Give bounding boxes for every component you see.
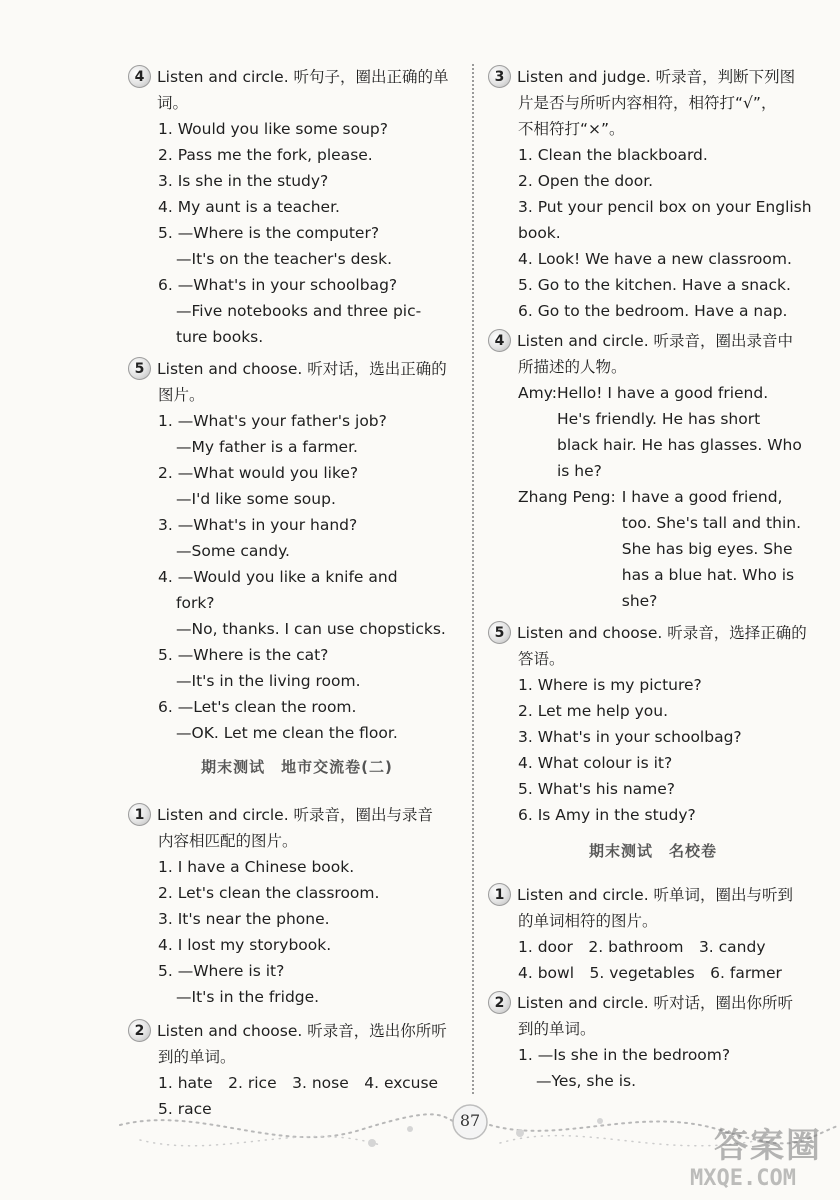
sentence: 4. My aunt is a teacher. bbox=[158, 198, 340, 216]
dialogue-line: 5. —Where is it? bbox=[158, 962, 285, 980]
right-section-3 bbox=[488, 64, 818, 324]
sentence: 6. Go to the bedroom. Have a nap. bbox=[518, 302, 788, 320]
instruction: Listen and choose. 听录音，选择正确的 bbox=[517, 624, 807, 642]
left-section-4 bbox=[128, 64, 466, 350]
dialogue-line: 1. —Is she in the bedroom? bbox=[518, 1046, 731, 1064]
dialogue-line: 1. —What's your father's job? bbox=[158, 412, 387, 430]
dialogue-line: 4. —Would you like a knife and bbox=[158, 568, 398, 586]
sentence: 1. Where is my picture? bbox=[518, 676, 702, 694]
sentence: 5. What's his name? bbox=[518, 780, 676, 798]
dialogue-line: 2. —What would you like? bbox=[158, 464, 359, 482]
dialogue-reply: —Yes, she is. bbox=[536, 1072, 637, 1090]
sentence: 1. Would you like some soup? bbox=[158, 120, 388, 138]
dialogue-line: 6. —What's in your schoolbag? bbox=[158, 276, 398, 294]
speaker-name: Zhang Peng: bbox=[518, 488, 616, 506]
number-badge: 1 bbox=[488, 883, 511, 906]
word-list: 4. bowl 5. vegetables 6. farmer bbox=[518, 964, 782, 982]
dialogue-line: 3. —What's in your hand? bbox=[158, 516, 358, 534]
sentence: 1. I have a Chinese book. bbox=[158, 858, 355, 876]
sentence: 3. Put your pencil box on your English bbox=[518, 198, 812, 216]
watermark-url: MXQE.COM bbox=[690, 1166, 796, 1191]
test-title: 期末测试 地市交流卷(二) bbox=[201, 758, 393, 776]
watermark-text: 答案圈 bbox=[714, 1126, 822, 1166]
dialogue-line: 5. —Where is the cat? bbox=[158, 646, 329, 664]
speaker-block-zhang-peng bbox=[518, 484, 818, 614]
sentence: 5. Go to the kitchen. Have a snack. bbox=[518, 276, 791, 294]
sentence: 6. Is Amy in the study? bbox=[518, 806, 696, 824]
speaker-name: Amy: bbox=[518, 384, 557, 402]
sentence: 2. Let's clean the classroom. bbox=[158, 884, 380, 902]
sentence: 4. I lost my storybook. bbox=[158, 936, 332, 954]
speech-line: I have a good friend, bbox=[621, 488, 783, 506]
dialogue-line: 5. —Where is the computer? bbox=[158, 224, 380, 242]
left-section-5 bbox=[128, 356, 466, 746]
right-test-section-2 bbox=[488, 990, 818, 1094]
sentence: 3. It's near the phone. bbox=[158, 910, 330, 928]
number-badge: 2 bbox=[128, 1019, 151, 1042]
speech-line: has a blue hat. Who is bbox=[621, 566, 795, 584]
speech-text bbox=[622, 484, 818, 614]
instruction: Listen and judge. 听录音，判断下列图 bbox=[517, 68, 796, 86]
instruction-cont: 内容相匹配的图片。 bbox=[158, 832, 298, 850]
instruction-cont: 所描述的人物。 bbox=[518, 358, 627, 376]
number-badge: 3 bbox=[488, 65, 511, 88]
dialogue-reply: —It's on the teacher's desk. bbox=[176, 250, 392, 268]
sentence: 2. Let me help you. bbox=[518, 702, 669, 720]
speaker-block-amy bbox=[518, 380, 818, 484]
dialogue-line-cont: fork? bbox=[176, 594, 215, 612]
speech-text bbox=[557, 380, 818, 484]
instruction: Listen and circle. 听录音，圈出与录音 bbox=[157, 806, 434, 824]
number-badge: 5 bbox=[488, 621, 511, 644]
instruction-cont: 图片。 bbox=[158, 386, 205, 404]
number-badge: 5 bbox=[128, 357, 151, 380]
instruction: Listen and circle. 听单词，圈出与听到 bbox=[517, 886, 794, 904]
instruction-cont: 到的单词。 bbox=[518, 1020, 596, 1038]
instruction-cont: 片是否与所听内容相符，相符打“√”， bbox=[518, 94, 777, 112]
right-column bbox=[488, 64, 818, 1094]
dialogue-reply: —I'd like some soup. bbox=[176, 490, 336, 508]
left-test-section-1 bbox=[128, 802, 466, 1010]
speech-line: He's friendly. He has short bbox=[556, 410, 761, 428]
sentence: 3. What's in your schoolbag? bbox=[518, 728, 742, 746]
instruction-cont: 答语。 bbox=[518, 650, 565, 668]
right-section-4 bbox=[488, 328, 818, 614]
dialogue-reply-cont: ture books. bbox=[176, 328, 264, 346]
page-number: 87 bbox=[459, 1111, 481, 1130]
sentence: 1. Clean the blackboard. bbox=[518, 146, 708, 164]
instruction: Listen and circle. 听对话，圈出你所听 bbox=[517, 994, 794, 1012]
right-test-section-1 bbox=[488, 882, 818, 986]
word-list: 1. hate 2. rice 3. nose 4. excuse bbox=[158, 1074, 439, 1092]
sentence: 2. Pass me the fork, please. bbox=[158, 146, 373, 164]
sentence: 4. What colour is it? bbox=[518, 754, 673, 772]
number-badge: 1 bbox=[128, 803, 151, 826]
word-list: 5. race bbox=[158, 1100, 212, 1118]
speech-line: Hello! I have a good friend. bbox=[556, 384, 769, 402]
dialogue-reply: —It's in the living room. bbox=[176, 672, 361, 690]
dialogue-reply: —OK. Let me clean the floor. bbox=[176, 724, 398, 742]
dialogue-reply: —Some candy. bbox=[176, 542, 290, 560]
dialogue-reply: —It's in the fridge. bbox=[176, 988, 320, 1006]
speech-line: She has big eyes. She bbox=[621, 540, 793, 558]
number-badge: 2 bbox=[488, 991, 511, 1014]
instruction: Listen and choose. 听对话，选出正确的 bbox=[157, 360, 447, 378]
sentence-cont: book. bbox=[518, 224, 561, 242]
instruction-cont: 不相符打“×”。 bbox=[518, 120, 625, 138]
instruction-cont: 的单词相符的图片。 bbox=[518, 912, 658, 930]
dialogue-line: 6. —Let's clean the room. bbox=[158, 698, 357, 716]
word-list: 1. door 2. bathroom 3. candy bbox=[518, 938, 766, 956]
speech-line: too. She's tall and thin. bbox=[621, 514, 801, 532]
test-title: 期末测试 名校卷 bbox=[588, 842, 717, 860]
speech-line: is he? bbox=[556, 462, 602, 480]
number-badge: 4 bbox=[128, 65, 151, 88]
dialogue-reply: —My father is a farmer. bbox=[176, 438, 358, 456]
instruction: Listen and choose. 听录音，选出你所听 bbox=[157, 1022, 447, 1040]
left-column bbox=[128, 64, 466, 1122]
sentence: 2. Open the door. bbox=[518, 172, 654, 190]
column-divider bbox=[472, 64, 474, 1094]
right-section-5 bbox=[488, 620, 818, 828]
instruction: Listen and circle. 听句子，圈出正确的单词。 bbox=[157, 68, 449, 112]
instruction: Listen and circle. 听录音，圈出录音中 bbox=[517, 332, 794, 350]
sentence: 3. Is she in the study? bbox=[158, 172, 329, 190]
speech-line: black hair. He has glasses. Who bbox=[556, 436, 802, 454]
dialogue-reply: —Five notebooks and three pic- bbox=[176, 302, 422, 320]
sentence: 4. Look! We have a new classroom. bbox=[518, 250, 792, 268]
dialogue-reply: —No, thanks. I can use chopsticks. bbox=[176, 620, 446, 638]
watermark-logo bbox=[680, 1118, 830, 1198]
instruction-cont: 到的单词。 bbox=[158, 1048, 236, 1066]
number-badge: 4 bbox=[488, 329, 511, 352]
speech-line: she? bbox=[621, 592, 658, 610]
